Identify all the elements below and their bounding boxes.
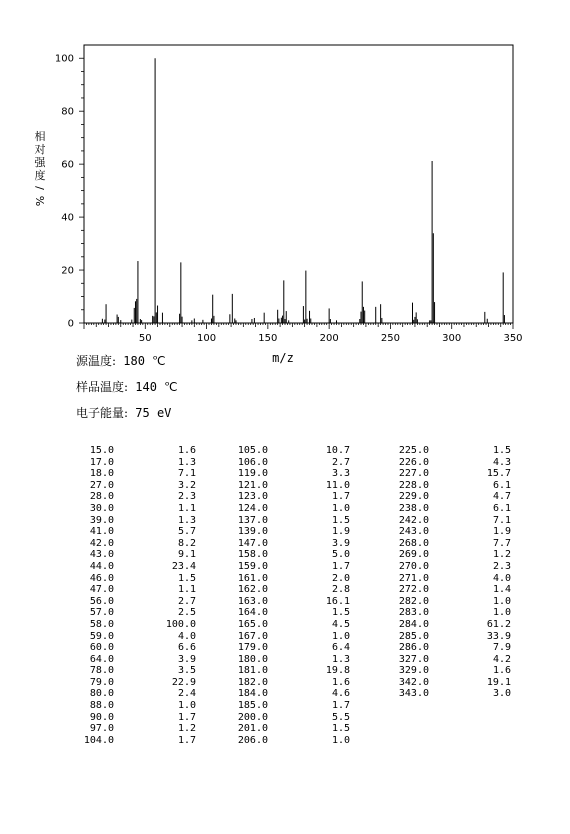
x-axis-ticks [84, 323, 523, 344]
abundance-value: 1.5 [331, 607, 350, 619]
mz-value: 343.0 [398, 688, 429, 700]
abundance-value: 7.1 [177, 468, 196, 480]
abundance-value: 2.3 [492, 560, 511, 572]
abundance-value: 2.8 [331, 584, 350, 596]
mz-value: 163.0 [237, 595, 268, 607]
mz-value: 139.0 [237, 526, 268, 538]
abundance-value: 7.7 [492, 537, 511, 549]
mz-value: 90.0 [89, 711, 114, 723]
abundance-value: 10.7 [325, 445, 350, 456]
electron-energy-value: 75 eV [128, 406, 172, 420]
abundance-value: 100.0 [165, 618, 196, 630]
mz-value: 47.0 [89, 584, 114, 596]
mz-value: 80.0 [89, 688, 114, 700]
abundance-value: 1.5 [492, 445, 511, 456]
abundance-value: 1.0 [177, 700, 196, 712]
plot-border [84, 45, 513, 323]
mz-value: 15.0 [89, 445, 114, 456]
abundance-value: 3.9 [177, 653, 196, 665]
abundance-value: 2.4 [177, 688, 196, 700]
abundance-value: 1.7 [177, 734, 196, 746]
mz-value: 30.0 [89, 502, 114, 514]
abundance-value: 1.7 [331, 560, 350, 572]
y-tick-label: 0 [67, 318, 74, 330]
abundance-value: 3.3 [331, 468, 350, 480]
mz-value: 27.0 [89, 479, 114, 491]
mz-value: 270.0 [398, 560, 429, 572]
abundance-value: 19.8 [325, 665, 350, 677]
mz-value: 243.0 [398, 526, 429, 538]
mz-value: 329.0 [398, 665, 429, 677]
y-axis-label [33, 129, 47, 206]
y-label-char: 度 [34, 169, 46, 182]
abundance-value: 1.5 [331, 723, 350, 735]
mz-value: 119.0 [237, 468, 268, 480]
abundance-value: 22.9 [171, 676, 196, 688]
abundance-value: 1.7 [331, 491, 350, 503]
y-tick-label: 60 [61, 159, 74, 171]
abundance-value: 1.9 [492, 526, 511, 538]
abundance-value: 33.9 [486, 630, 511, 642]
mz-value: 167.0 [237, 630, 268, 642]
mz-value: 78.0 [89, 665, 114, 677]
x-tick-label: 350 [503, 333, 523, 344]
abundance-value: 4.0 [492, 572, 511, 584]
x-tick-label: 250 [380, 333, 400, 344]
mz-value: 104.0 [83, 734, 114, 746]
sample-temperature-value: 140 ℃ [128, 380, 178, 394]
mz-value: 42.0 [89, 537, 114, 549]
mz-value: 17.0 [89, 456, 114, 468]
x-tick-label: 300 [442, 333, 462, 344]
abundance-value: 5.7 [177, 526, 196, 538]
mz-value: 268.0 [398, 537, 429, 549]
abundance-value: 1.2 [492, 549, 511, 561]
abundance-value: 1.7 [177, 711, 196, 723]
abundance-value: 15.7 [486, 468, 511, 480]
source-temperature-label: 源温度: [76, 354, 117, 368]
abundance-value: 2.7 [331, 456, 350, 468]
y-tick-label: 80 [61, 106, 74, 118]
abundance-value: 4.6 [331, 688, 350, 700]
abundance-value: 23.4 [171, 560, 196, 572]
mz-value: 272.0 [398, 584, 429, 596]
abundance-value: 1.0 [492, 595, 511, 607]
mz-value: 179.0 [237, 642, 268, 654]
abundance-value: 1.1 [177, 502, 196, 514]
x-tick-label: 200 [319, 333, 339, 344]
mz-value: 226.0 [398, 456, 429, 468]
mz-value: 64.0 [89, 653, 114, 665]
mz-value: 164.0 [237, 607, 268, 619]
abundance-value: 6.6 [177, 642, 196, 654]
mz-value: 124.0 [237, 502, 268, 514]
abundance-value: 1.7 [331, 700, 350, 712]
abundance-value: 1.0 [331, 502, 350, 514]
mz-value: 123.0 [237, 491, 268, 503]
abundance-value: 1.9 [331, 526, 350, 538]
abundance-value: 3.0 [492, 688, 511, 700]
mz-value: 43.0 [89, 549, 114, 561]
abundance-value: 3.9 [331, 537, 350, 549]
abundance-value: 5.0 [331, 549, 350, 561]
mz-value: 285.0 [398, 630, 429, 642]
x-tick-label: 50 [138, 333, 152, 344]
abundance-value: 4.2 [492, 653, 511, 665]
abundance-value: 1.4 [492, 584, 511, 596]
mz-value: 137.0 [237, 514, 268, 526]
abundance-value: 1.6 [331, 676, 350, 688]
y-tick-label: 20 [61, 265, 74, 277]
mz-value: 158.0 [237, 549, 268, 561]
mz-value: 238.0 [398, 502, 429, 514]
mz-value: 180.0 [237, 653, 268, 665]
abundance-value: 1.6 [177, 445, 196, 456]
abundance-value: 11.0 [325, 479, 350, 491]
abundance-value: 5.5 [331, 711, 350, 723]
abundance-value: 4.5 [331, 618, 350, 630]
mz-value: 88.0 [89, 700, 114, 712]
abundance-value: 4.7 [492, 491, 511, 503]
abundance-value: 7.9 [492, 642, 511, 654]
abundance-value: 1.3 [331, 653, 350, 665]
abundance-value: 9.1 [177, 549, 196, 561]
mz-value: 44.0 [89, 560, 114, 572]
y-label-char: 强 [34, 156, 46, 169]
mz-value: 228.0 [398, 479, 429, 491]
abundance-value: 2.5 [177, 607, 196, 619]
abundance-value: 8.2 [177, 537, 196, 549]
source-temperature-value: 180 ℃ [116, 354, 166, 368]
electron-energy [76, 404, 171, 421]
mz-value: 185.0 [237, 700, 268, 712]
mz-value: 201.0 [237, 723, 268, 735]
mz-value: 229.0 [398, 491, 429, 503]
mz-value: 41.0 [89, 526, 114, 538]
y-label-char: 相 [34, 130, 46, 143]
mz-value: 184.0 [237, 688, 268, 700]
abundance-value: 1.6 [492, 665, 511, 677]
x-tick-label: 150 [258, 333, 278, 344]
abundance-value: 1.1 [177, 584, 196, 596]
mz-value: 227.0 [398, 468, 429, 480]
mz-value: 162.0 [237, 584, 268, 596]
sample-temperature [76, 378, 178, 395]
abundance-value: 6.1 [492, 502, 511, 514]
abundance-value: 1.5 [177, 572, 196, 584]
mz-value: 58.0 [89, 618, 114, 630]
mz-value: 286.0 [398, 642, 429, 654]
mz-value: 206.0 [237, 734, 268, 746]
mz-value: 39.0 [89, 514, 114, 526]
y-tick-label: 100 [54, 53, 74, 65]
mz-value: 271.0 [398, 572, 429, 584]
mz-value: 46.0 [89, 572, 114, 584]
mz-value: 284.0 [398, 618, 429, 630]
mz-value: 342.0 [398, 676, 429, 688]
abundance-value: 16.1 [325, 595, 350, 607]
abundance-value: 1.0 [331, 630, 350, 642]
abundance-value: 1.3 [177, 456, 196, 468]
abundance-value: 1.3 [177, 514, 196, 526]
mz-value: 159.0 [237, 560, 268, 572]
abundance-value: 2.7 [177, 595, 196, 607]
source-temperature [76, 352, 166, 369]
mz-value: 200.0 [237, 711, 268, 723]
mz-value: 269.0 [398, 549, 429, 561]
abundance-value: 2.3 [177, 491, 196, 503]
abundance-value: 1.0 [492, 607, 511, 619]
mz-value: 282.0 [398, 595, 429, 607]
mz-value: 181.0 [237, 665, 268, 677]
x-tick-label: 100 [197, 333, 217, 344]
abundance-value: 1.0 [331, 734, 350, 746]
mz-value: 57.0 [89, 607, 114, 619]
y-label-char: 对 [34, 143, 46, 156]
mz-value: 121.0 [237, 479, 268, 491]
mz-value: 225.0 [398, 445, 429, 456]
y-label-char: % [33, 195, 46, 207]
mz-value: 59.0 [89, 630, 114, 642]
mz-value: 56.0 [89, 595, 114, 607]
sample-temperature-label: 样品温度: [76, 380, 129, 394]
electron-energy-label: 电子能量: [76, 406, 129, 420]
peak-bars [102, 58, 504, 323]
abundance-value: 6.4 [331, 642, 350, 654]
mz-value: 79.0 [89, 676, 114, 688]
mz-value: 18.0 [89, 468, 114, 480]
y-tick-label: 40 [61, 212, 74, 224]
mz-value: 105.0 [237, 445, 268, 456]
abundance-value: 2.0 [331, 572, 350, 584]
y-label-char: / [33, 186, 46, 190]
mz-value: 161.0 [237, 572, 268, 584]
abundance-value: 6.1 [492, 479, 511, 491]
mz-value: 242.0 [398, 514, 429, 526]
mz-value: 327.0 [398, 653, 429, 665]
mz-value: 147.0 [237, 537, 268, 549]
abundance-value: 1.2 [177, 723, 196, 735]
abundance-value: 3.5 [177, 665, 196, 677]
mz-value: 182.0 [237, 676, 268, 688]
abundance-value: 1.5 [331, 514, 350, 526]
mz-value: 97.0 [89, 723, 114, 735]
abundance-value: 7.1 [492, 514, 511, 526]
abundance-value: 3.2 [177, 479, 196, 491]
abundance-value: 19.1 [486, 676, 511, 688]
abundance-value: 4.0 [177, 630, 196, 642]
y-axis-ticks [55, 54, 84, 330]
abundance-value: 61.2 [486, 618, 511, 630]
mz-value: 283.0 [398, 607, 429, 619]
abundance-value: 4.3 [492, 456, 511, 468]
mz-value: 60.0 [89, 642, 114, 654]
mz-value: 106.0 [237, 456, 268, 468]
x-axis-label: m/z [272, 351, 294, 365]
mz-value: 165.0 [237, 618, 268, 630]
mz-value: 28.0 [89, 491, 114, 503]
plot-frame [84, 45, 513, 323]
